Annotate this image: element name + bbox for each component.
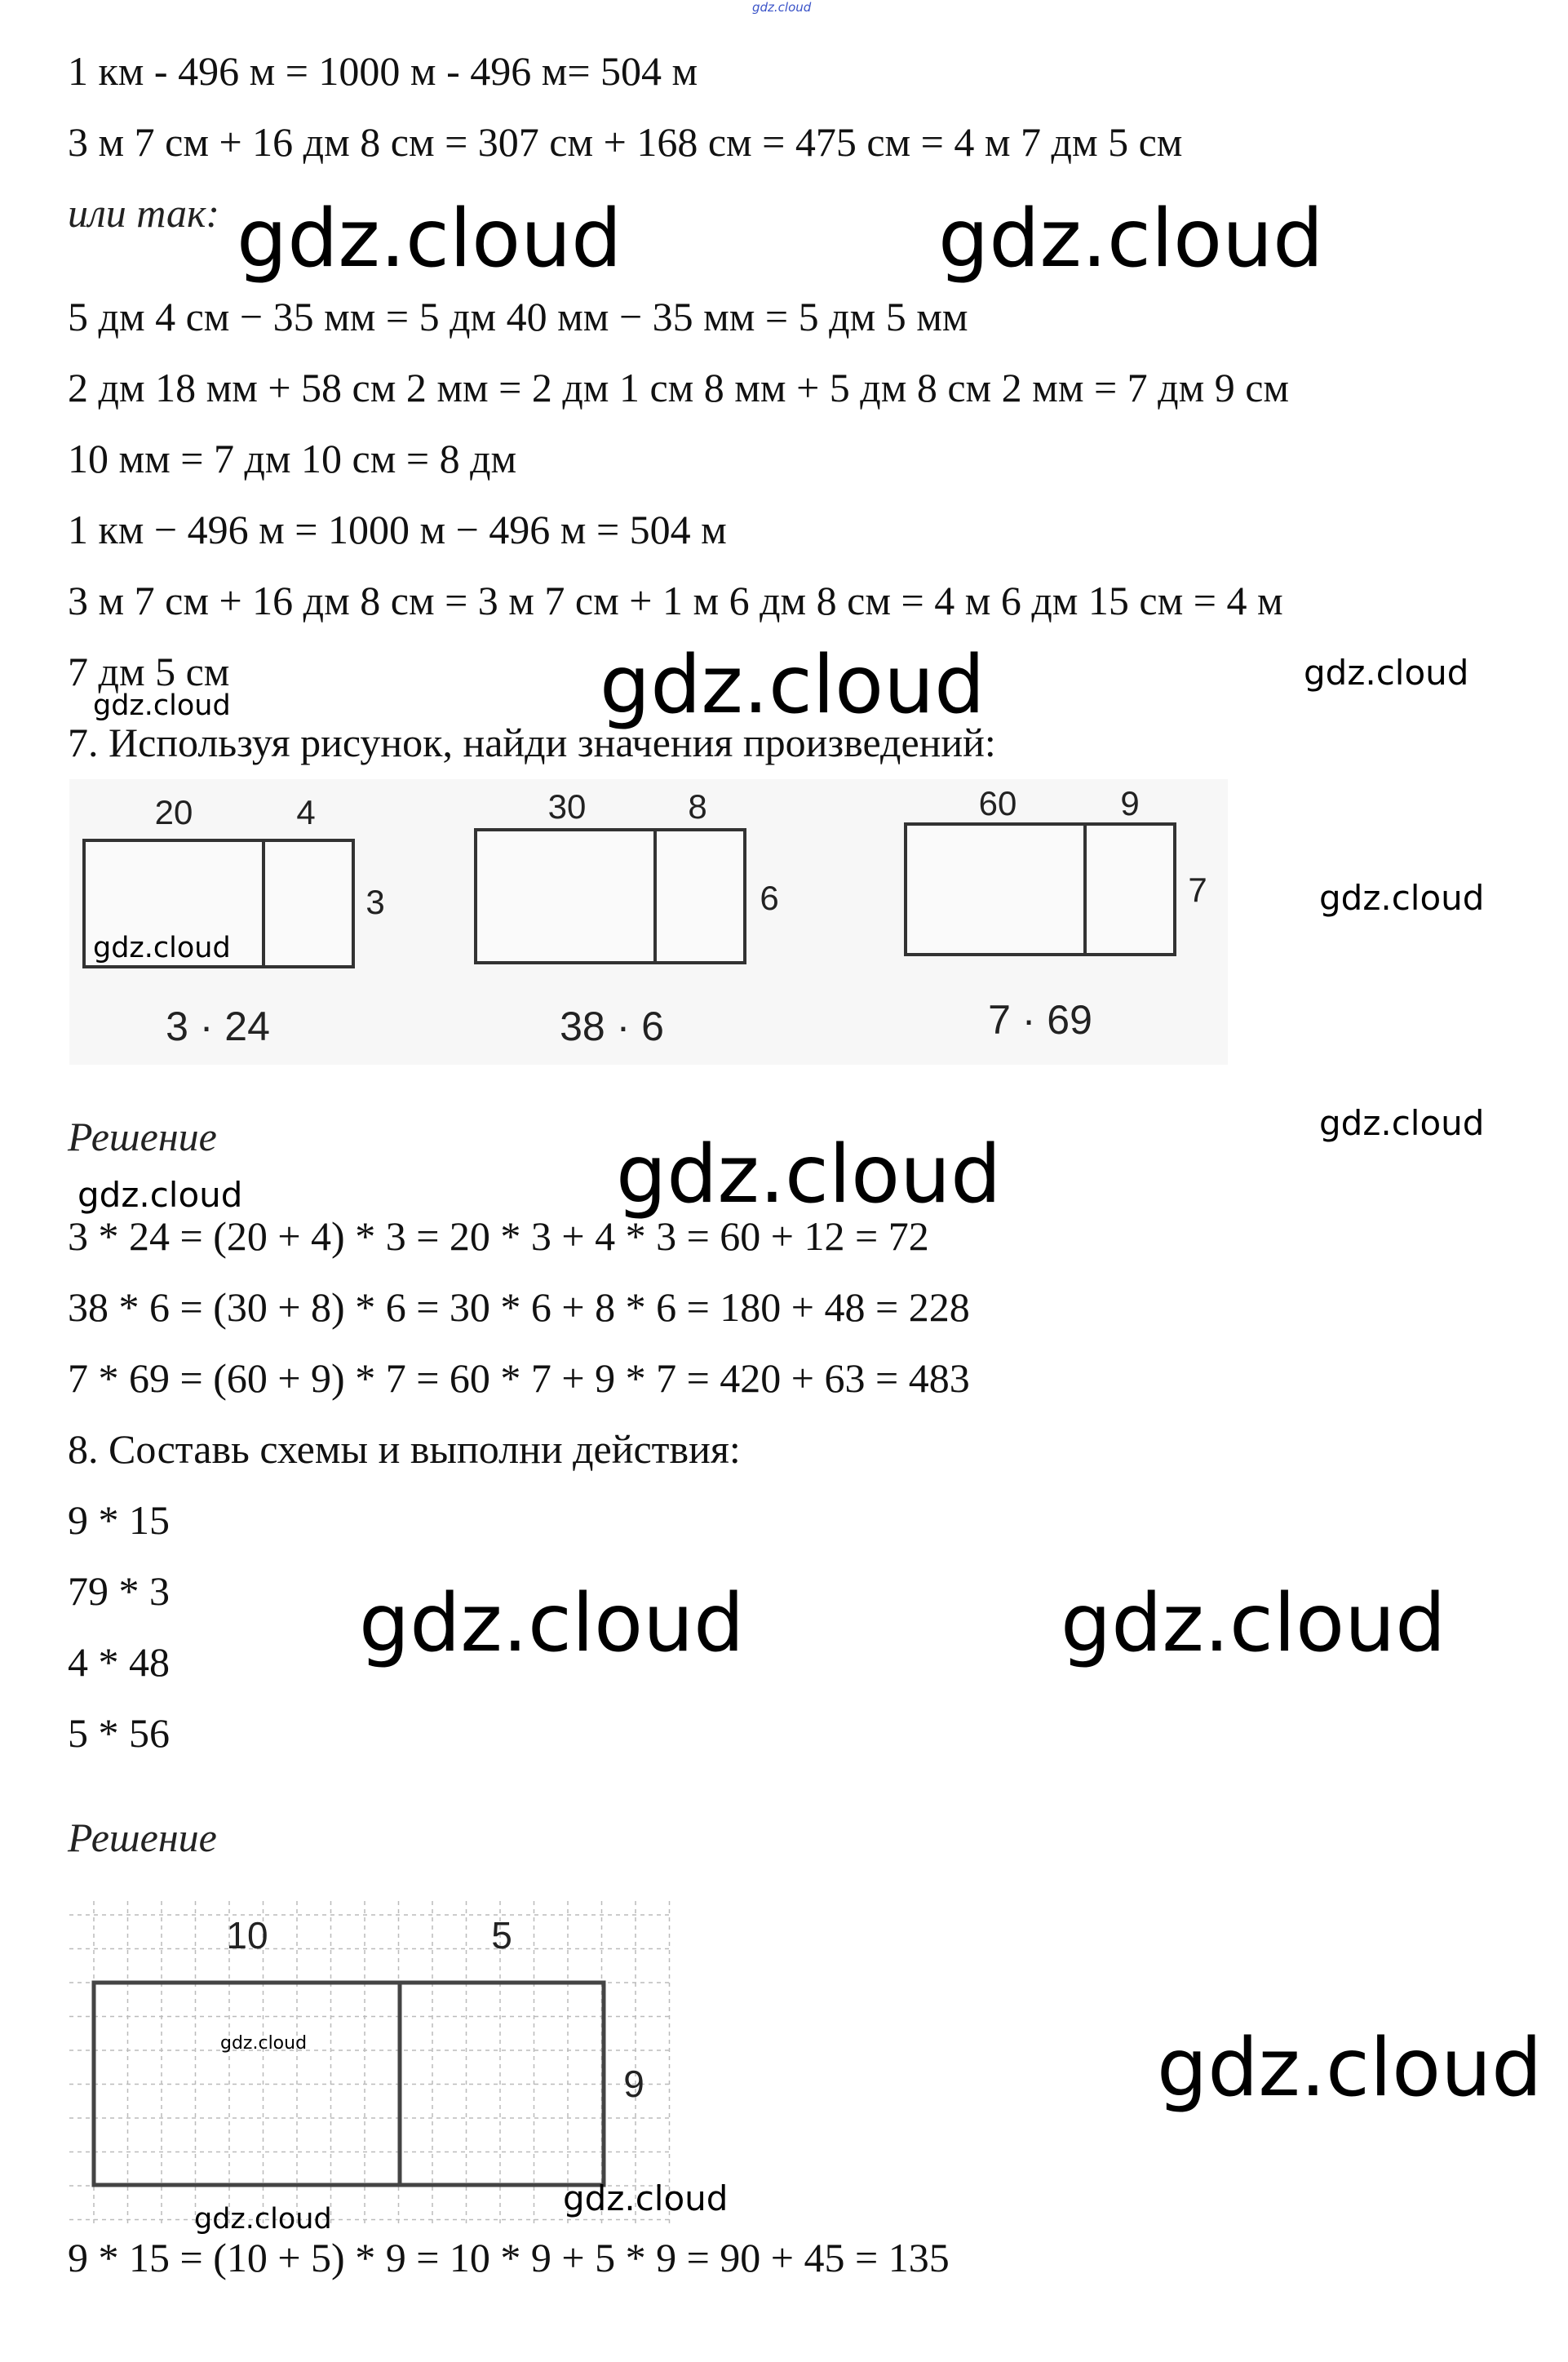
scheme-side: 9 [623,2063,644,2105]
watermark: gdz.cloud [1304,653,1469,693]
rect-3-top-b: 9 [1120,784,1140,822]
watermark: gdz.cloud [194,2203,332,2236]
scheme-top-b: 5 [491,1914,512,1957]
watermark: gdz.cloud [78,1175,243,1215]
watermark: gdz.cloud [563,2178,729,2218]
scheme-top-a: 10 [226,1914,268,1957]
rect-1-side: 3 [365,883,385,921]
rect-2-side: 6 [760,879,779,917]
text-line-21: 9 * 15 = (10 + 5) * 9 = 10 * 9 + 5 * 9 = 90 + 45 = 135 [68,2235,950,2280]
text-line-14: 7 * 69 = (60 + 9) * 7 = 60 * 7 + 9 * 7 = 420 + 63 = 483 [68,1355,970,1401]
text-line-16: 9 * 15 [68,1497,170,1543]
text-line-7: 1 км − 496 м = 1000 м − 496 м = 504 м [68,507,727,552]
text-line-17: 79 * 3 [68,1568,170,1614]
watermark: gdz.cloud [359,1577,745,1670]
rect-2 [476,830,745,963]
text-line-6: 10 мм = 7 дм 10 см = 8 дм [68,436,517,481]
text-line-1: 1 км - 496 м = 1000 м - 496 м= 504 м [68,48,698,94]
text-line-19: 5 * 56 [68,1710,170,1756]
watermark: gdz.cloud [237,193,622,286]
watermark: gdz.cloud [220,2033,308,2054]
watermark: gdz.cloud [1319,1103,1485,1143]
text-line-9: 7 дм 5 см [68,649,230,694]
watermark: gdz.cloud [938,193,1324,286]
text-line-12: 3 * 24 = (20 + 4) * 3 = 20 * 3 + 4 * 3 = 60 + 12 = 72 [68,1213,929,1259]
rect-1-top-b: 4 [296,793,316,831]
task-8-heading: 8. Составь схемы и выполни действия: [68,1426,741,1472]
text-line-5: 2 дм 18 мм + 58 см 2 мм = 2 дм 1 см 8 мм + 5 дм 8 см 2 мм = 7 дм 9 см [68,365,1290,410]
text-line-2: 3 м 7 см + 16 дм 8 см = 307 см + 168 см = 475 см = 4 м 7 дм 5 см [68,119,1183,165]
rect-3-top-a: 60 [978,784,1017,822]
text-line-18: 4 * 48 [68,1639,170,1685]
rect-1-top-a: 20 [154,793,193,831]
text-line-4: 5 дм 4 см − 35 мм = 5 дм 40 мм − 35 мм = 5 дм 5 мм [68,294,968,339]
solution-label-2: Решение [68,1815,217,1860]
rect-1-caption: 3 · 24 [166,1004,270,1049]
text-line-or-so: или так: [68,190,220,236]
task-7-svg [69,779,1228,1065]
rect-2-top-a: 30 [547,787,587,826]
rect-2-top-b: 8 [688,787,707,826]
rect-3-caption: 7 · 69 [988,997,1092,1043]
watermark: gdz.cloud [616,1128,1002,1221]
watermark: gdz.cloud [93,689,231,722]
text-line-13: 38 * 6 = (30 + 8) * 6 = 30 * 6 + 8 * 6 = 180 + 48 = 228 [68,1284,970,1330]
rect-3 [906,824,1175,955]
watermark: gdz.cloud [93,932,231,964]
watermark: gdz.cloud [1061,1577,1446,1670]
watermark: gdz.cloud [1319,878,1485,918]
watermark-top: gdz.cloud [752,0,812,15]
text-line-8: 3 м 7 см + 16 дм 8 см = 3 м 7 см + 1 м 6 дм 8 см = 4 м 6 дм 15 см = 4 м [68,578,1283,623]
task-7-figure [69,779,1228,1065]
solution-label-1: Решение [68,1114,217,1159]
task-7-heading: 7. Используя рисунок, найди значения произведений: [68,720,996,765]
rect-2-caption: 38 · 6 [560,1004,664,1049]
watermark: gdz.cloud [600,639,986,732]
watermark: gdz.cloud [1157,2022,1543,2115]
rect-3-side: 7 [1188,871,1207,909]
